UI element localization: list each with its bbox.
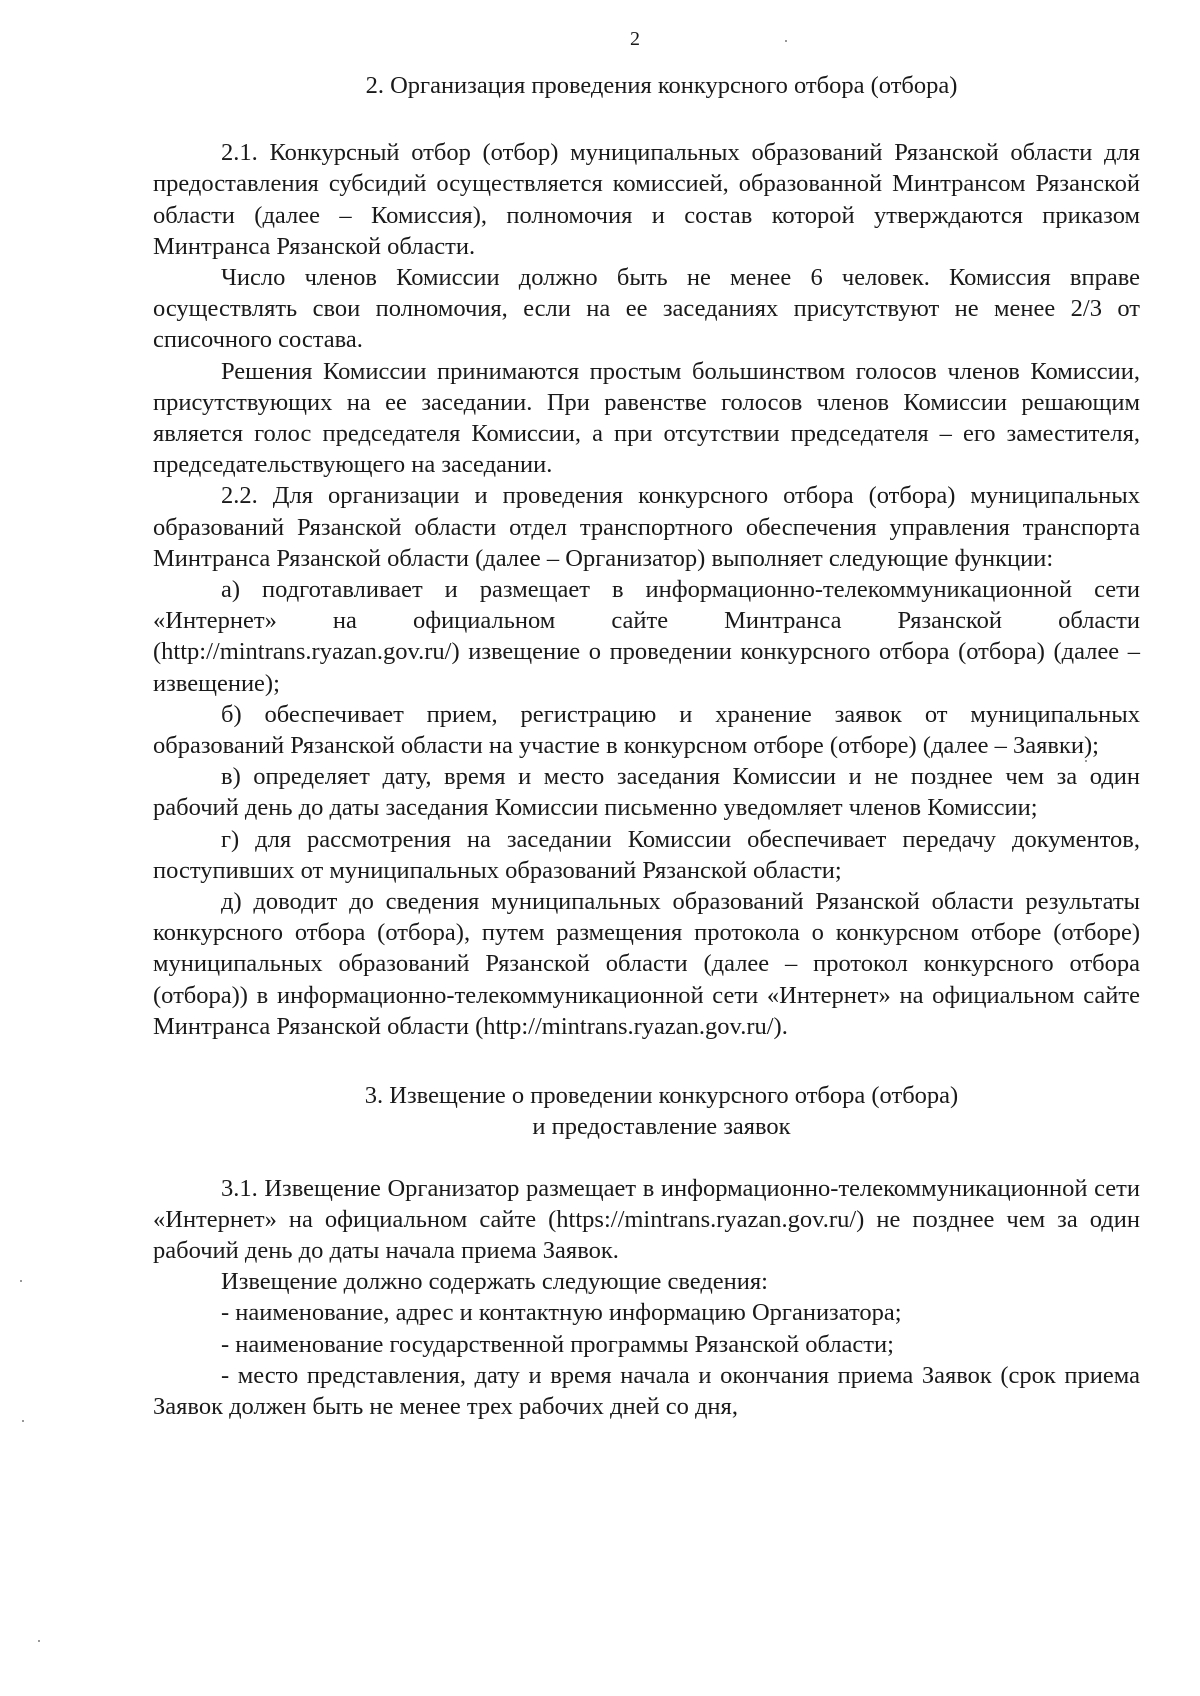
scan-speck: [20, 1280, 22, 1282]
section-3-heading: [153, 1080, 1140, 1142]
section-3-heading-line-2: и предоставление заявок: [532, 1113, 791, 1141]
paragraph-2-1: 2.1. Конкурсный отбор (отбор) муниципальных образований Рязанской области для предоставления субсидий осуществляется комиссией, образованной Минтрансом Рязанской области (далее – Комиссия), полномочия и состав которой утверждаются приказом Минтранса Рязанской области.: [153, 139, 1140, 260]
scan-speck: [22, 1420, 24, 1422]
list-item-d: д) доводит до сведения муниципальных образований Рязанской области результаты конкурсного отбора (отбора), путем размещения протокола о конкурсном отборе (отборе) муниципальных образований Рязанской области (далее – протокол конкурсного отбора (отбора)) в информационно-телекоммуникационной сети «Интернет» на официальном сайте Минтранса Рязанской области (http://mintrans.ryazan.gov.ru/).: [153, 888, 1140, 1040]
list-item-v: в) определяет дату, время и место заседания Комиссии и не позднее чем за один рабочий день до даты заседания Комиссии письменно уведомляет членов Комиссии;: [153, 763, 1140, 822]
paragraph-3-1: 3.1. Извещение Организатор размещает в информационно-телекоммуникационной сети «Интернет» на официальном сайте (https://mintrans.ryazan.gov.ru/) не позднее чем за один рабочий день до даты начала приема Заявок.: [153, 1174, 1140, 1264]
paragraph-commission-decisions: Решения Комиссии принимаются простым большинством голосов членов Комиссии, присутствующих на ее заседании. При равенстве голосов членов Комиссии решающим является голос председателя Комиссии, а при отсутствии председателя – его заместителя, председательствующего на заседании.: [153, 357, 1140, 479]
scan-speck: [1085, 760, 1087, 762]
notice-list-item-1: - наименование, адрес и контактную информацию Организатора;: [221, 1299, 902, 1327]
section-2-heading: 2. Организация проведения конкурсного отбора (отбора): [365, 72, 958, 99]
list-item-a: а) подготавливает и размещает в информационно-телекоммуникационной сети «Интернет» на официальном сайте Минтранса Рязанской области (http://mintrans.ryazan.gov.ru/) извещение о проведении конкурсного отбора (отбора) (далее – извещение);: [153, 576, 1140, 697]
scan-speck: [785, 40, 787, 42]
paragraph-notice-contents: Извещение должно содержать следующие сведения:: [221, 1268, 768, 1296]
paragraph-commission-size: Число членов Комиссии должно быть не менее 6 человек. Комиссия вправе осуществлять свои полномочия, если на ее заседаниях присутствуют не менее 2/3 от списочного состава.: [153, 264, 1140, 354]
section-3-heading-line-1: 3. Извещение о проведении конкурсного отбора (отбора): [364, 1082, 959, 1110]
document-body: [153, 70, 1140, 1422]
scan-speck: [38, 1640, 40, 1642]
list-item-g: г) для рассмотрения на заседании Комиссии обеспечивает передачу документов, поступивших от муниципальных образований Рязанской области;: [153, 825, 1140, 884]
notice-list-item-3: - место представления, дату и время начала и окончания приема Заявок (срок приема Заявок должен быть не менее трех рабочих дней со дня,: [153, 1361, 1140, 1420]
notice-list-item-2: - наименование государственной программы Рязанской области;: [221, 1330, 894, 1358]
list-item-b: б) обеспечивает прием, регистрацию и хранение заявок от муниципальных образований Рязанской области на участие в конкурсном отборе (отборе) (далее – Заявки);: [153, 700, 1140, 760]
page-number: 2: [630, 28, 640, 50]
paragraph-2-2: 2.2. Для организации и проведения конкурсного отбора (отбора) муниципальных образований Рязанской области отдел транспортного обеспечения управления транспорта Минтранса Рязанской области (далее – Организатор) выполняет следующие функции:: [153, 482, 1140, 572]
